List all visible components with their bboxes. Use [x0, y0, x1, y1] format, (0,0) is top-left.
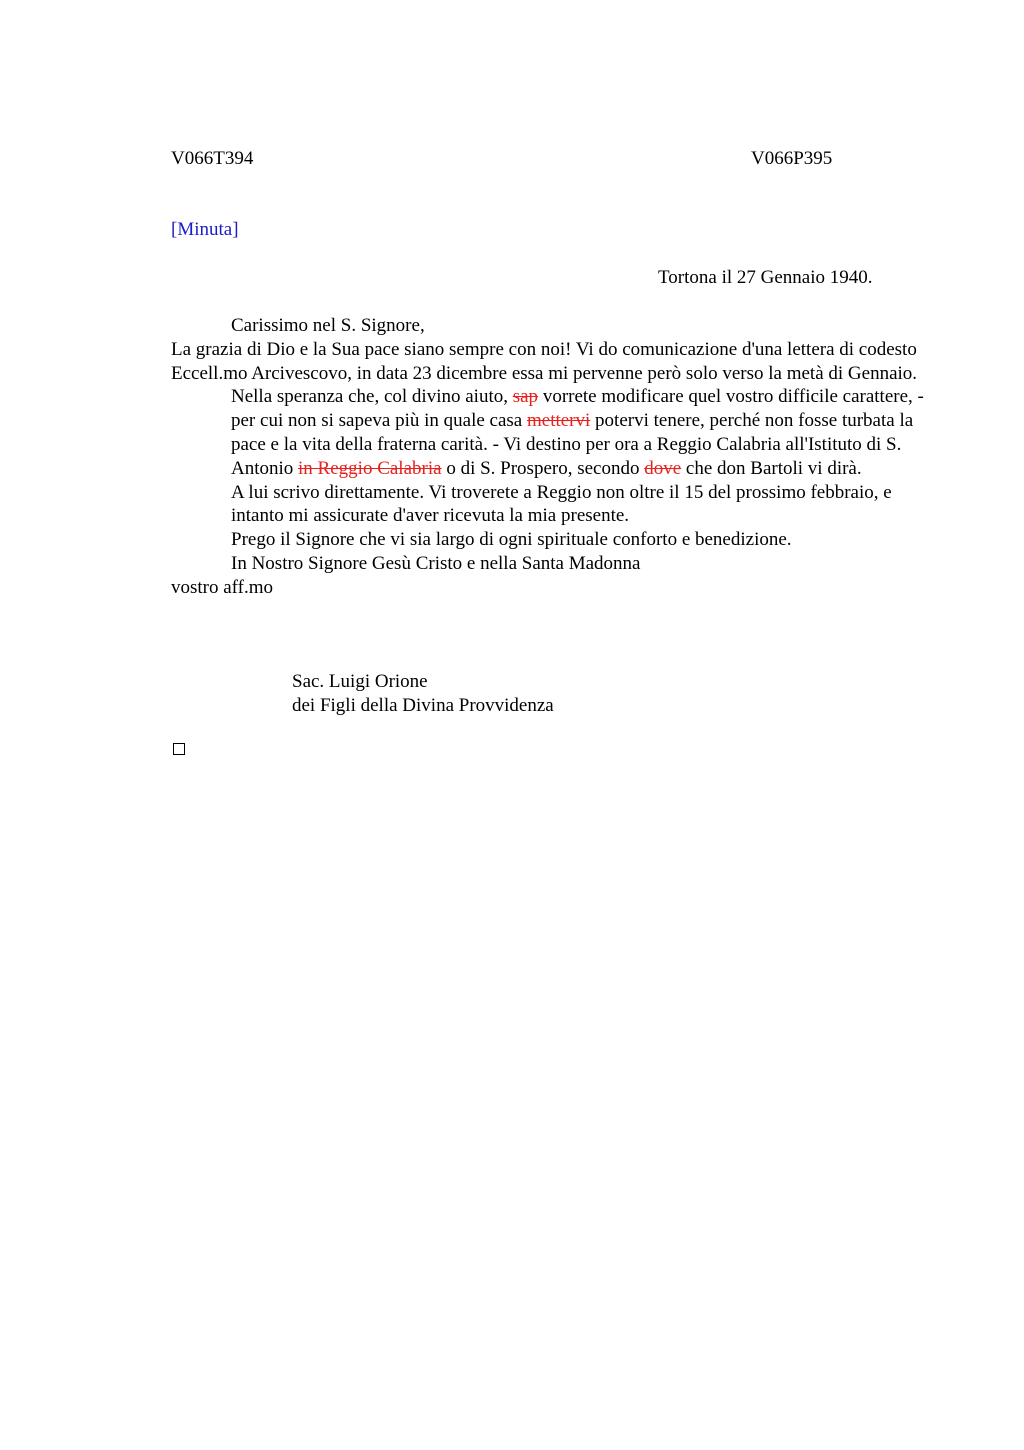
signature-congregation: dei Figli della Divina Provvidenza: [292, 694, 554, 716]
text-segment: vorrete modificare quel vostro difficile carattere, - per cui non si sapeva più in quale casa: [231, 386, 924, 432]
deleted-word: sap: [512, 386, 539, 408]
signature-block: [292, 670, 554, 718]
paragraph-4: Prego il Signore che vi sia largo di ogni spirituale conforto e benedizione.: [231, 529, 792, 551]
text-segment: potervi tenere, perché non fosse turbata la pace e la vita della fraterna carità. - Vi destino per ora a Reggio Calabria all'Istituto di S. Antonio: [231, 410, 914, 479]
text-segment: che don Bartoli vi dirà.: [681, 457, 862, 479]
text-segment: o di S. Prospero, secondo: [441, 457, 645, 479]
closing-line: In Nostro Signore Gesù Cristo e nella Santa Madonna: [231, 552, 641, 574]
minuta-label: [Minuta]: [171, 219, 239, 240]
deleted-word: dove: [644, 457, 682, 479]
date-line: Tortona il 27 Gennaio 1940.: [658, 267, 873, 288]
deleted-word: in Reggio Calabria: [298, 457, 442, 479]
closing-affection: vostro aff.mo: [171, 576, 274, 598]
paragraph-2: [171, 385, 931, 480]
paragraph-1: La grazia di Dio e la Sua pace siano sempre con noi! Vi do comunicazione d'una lettera di codesto Eccell.mo Arcivescovo, in data 23 dicembre essa mi pervenne però solo verso la metà di Gennaio.: [171, 338, 918, 384]
document-code-left: V066T394: [171, 148, 254, 169]
salutation: Carissimo nel S. Signore,: [231, 315, 425, 336]
letter-body: [171, 314, 931, 600]
paragraph-3: A lui scrivo direttamente. Vi troverete a Reggio non oltre il 15 del prossimo febbraio, e intanto mi assicurate d'aver ricevuta la mia presente.: [231, 481, 892, 527]
signature-name: Sac. Luigi Orione: [292, 671, 428, 692]
deleted-word: mettervi: [526, 410, 591, 432]
text-segment: Nella speranza che, col divino aiuto,: [231, 386, 513, 408]
document-code-right: V066P395: [751, 148, 833, 169]
end-of-document-box-icon: [173, 743, 185, 755]
